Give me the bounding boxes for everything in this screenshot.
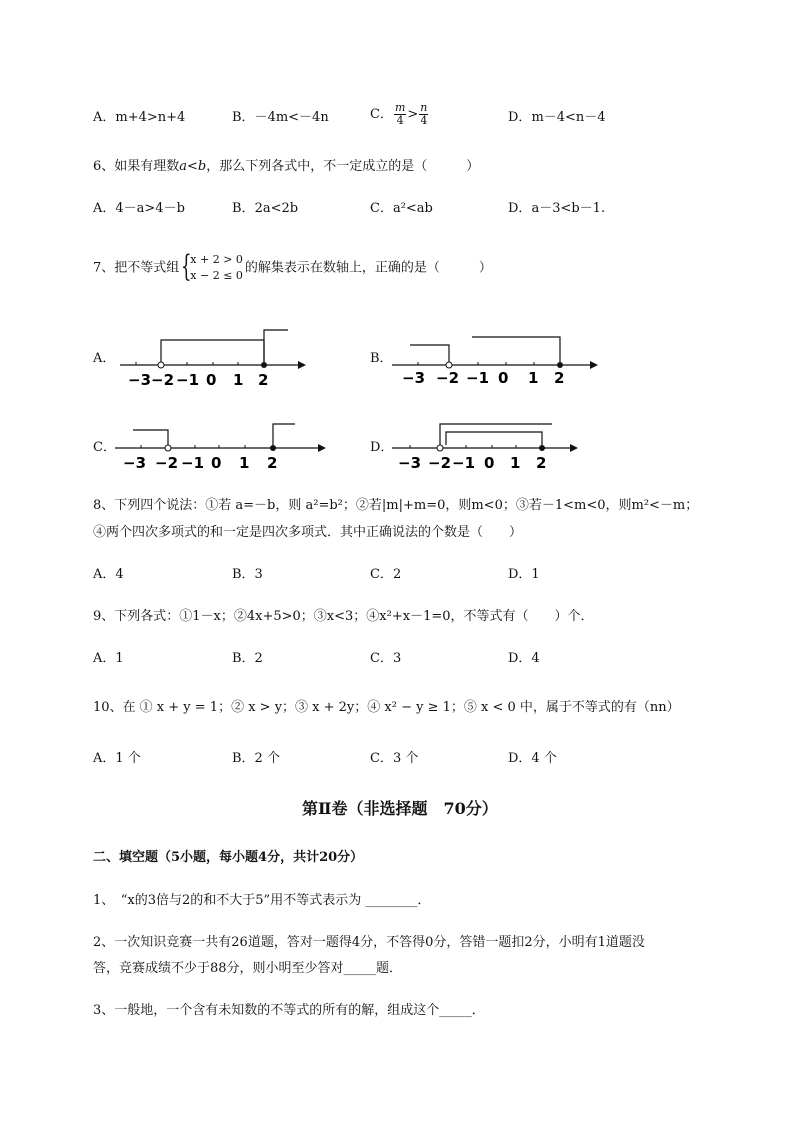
q8-option-c: C．2 — [370, 567, 402, 582]
svg-text:2: 2 — [536, 454, 547, 472]
q5-c-relation: > — [407, 107, 419, 122]
q7-numberline-c — [113, 410, 353, 474]
q6-option-b: B．2a<2b — [232, 201, 299, 216]
q9-option-c: C．3 — [370, 651, 402, 666]
part2-title: 第Ⅱ卷（非选择题 70分） — [302, 799, 498, 818]
fill-in-q2-line2: 答，竞赛成绩不少于88分，则小明至少答对_____题． — [93, 961, 403, 976]
svg-text:0: 0 — [498, 369, 509, 387]
svg-text:0: 0 — [206, 371, 217, 389]
q9-option-a: A．1 — [93, 651, 124, 666]
svg-text:−1: −1 — [181, 454, 205, 472]
q8-stem-line1: 8、下列四个说法：①若 a=－b，则 a²=b²；②若|m|+m=0，则m<0；③若－1<m<0，则m²<－m； — [93, 498, 699, 513]
svg-text:−3: −3 — [128, 371, 152, 389]
q5-a-text: m+4>n+4 — [115, 110, 186, 125]
q7-numberline-b — [390, 325, 620, 389]
q10-option-d: D．4 个 — [508, 751, 557, 766]
fill-in-section-header: 二、填空题（5小题，每小题4分，共计20分） — [93, 850, 364, 865]
q9-option-b: B．2 — [232, 651, 263, 666]
q5-option-c: C． $\frac{m}{4}$ > $\frac{n}{4}$ — [370, 101, 428, 127]
q10-stem: 10、在 ① x + y = 1；② x > y；③ x + 2y；④ x² − y ≥ 1；⑤ x < 0 中，属于不等式的有（nn） — [93, 700, 680, 715]
q9-stem: 9、下列各式：①1－x；②4x+5>0；③x<3；④x²+x－1=0，不等式有（ ）个． — [93, 609, 594, 624]
q7-option-a-label: A． — [93, 351, 116, 366]
svg-text:−3: −3 — [398, 454, 422, 472]
svg-text:−2: −2 — [436, 369, 460, 387]
q5-option-a: A．m+4>n+4 — [93, 110, 186, 125]
q5-b-text: －4m<－4n — [254, 110, 329, 125]
fill-in-q3: 3、一般地，一个含有未知数的不等式的所有的解，组成这个_____． — [93, 1003, 485, 1018]
svg-text:1: 1 — [239, 454, 250, 472]
svg-text:−1: −1 — [452, 454, 476, 472]
svg-text:1: 1 — [528, 369, 539, 387]
q7-numberline-d — [390, 410, 610, 474]
svg-text:0: 0 — [211, 454, 222, 472]
svg-text:0: 0 — [484, 454, 495, 472]
q7-inequality-system: { x + 2 > 0 x − 2 ≤ 0 — [181, 249, 243, 284]
q10-option-b: B．2 个 — [232, 751, 280, 766]
q7-option-d-label: D． — [370, 440, 394, 455]
svg-text:2: 2 — [258, 371, 269, 389]
q8-option-d: D．1 — [508, 567, 540, 582]
q5-d-text: m－4<n－4 — [531, 110, 606, 125]
q8-option-b: B．3 — [232, 567, 263, 582]
q5-c-frac-left: $\frac{m}{4}$ — [394, 101, 406, 127]
q5-option-b: B．－4m<－4n — [232, 110, 329, 125]
svg-text:1: 1 — [233, 371, 244, 389]
svg-text:−2: −2 — [151, 371, 175, 389]
q10-option-a: A．1 个 — [93, 751, 141, 766]
q6-option-d: D．a－3<b－1. — [508, 201, 606, 216]
q5-option-d: D．m－4<n－4 — [508, 110, 606, 125]
q8-stem-line2: ④两个四次多项式的和一定是四次多项式．其中正确说法的个数是（ ） — [93, 525, 523, 540]
q10-option-c: C．3 个 — [370, 751, 419, 766]
svg-text:−3: −3 — [123, 454, 147, 472]
svg-text:−2: −2 — [155, 454, 179, 472]
svg-text:2: 2 — [267, 454, 278, 472]
svg-text:−1: −1 — [466, 369, 490, 387]
fill-in-q1: 1、 “x的3倍与2的和不大于5”用不等式表示为 ________． — [93, 893, 431, 908]
q6-stem: 6、如果有理数a<b，那么下列各式中，不一定成立的是（ ） — [93, 159, 480, 174]
q6-option-a: A．4－a>4－b — [93, 201, 185, 216]
svg-text:−1: −1 — [176, 371, 200, 389]
q7-option-c-label: C． — [93, 440, 116, 455]
q5-c-frac-right: $\frac{n}{4}$ — [420, 101, 428, 127]
q6-option-c: C．a²<ab — [370, 201, 433, 216]
fill-in-q2-line1: 2、一次知识竞赛一共有26道题，答对一题得4分，不答得0分，答错一题扣2分，小明有1道题没 — [93, 935, 645, 950]
svg-text:−3: −3 — [402, 369, 426, 387]
svg-text:2: 2 — [554, 369, 565, 387]
q7-numberline-a — [118, 325, 308, 389]
q8-option-a: A．4 — [93, 567, 124, 582]
svg-text:−2: −2 — [428, 454, 452, 472]
q7-option-b-label: B． — [370, 351, 393, 366]
q7-stem: 7、把不等式组 { x + 2 > 0 x − 2 ≤ 0 的解集表示在数轴上，正确的是（ ） — [93, 249, 492, 284]
svg-text:1: 1 — [510, 454, 521, 472]
q9-option-d: D．4 — [508, 651, 540, 666]
